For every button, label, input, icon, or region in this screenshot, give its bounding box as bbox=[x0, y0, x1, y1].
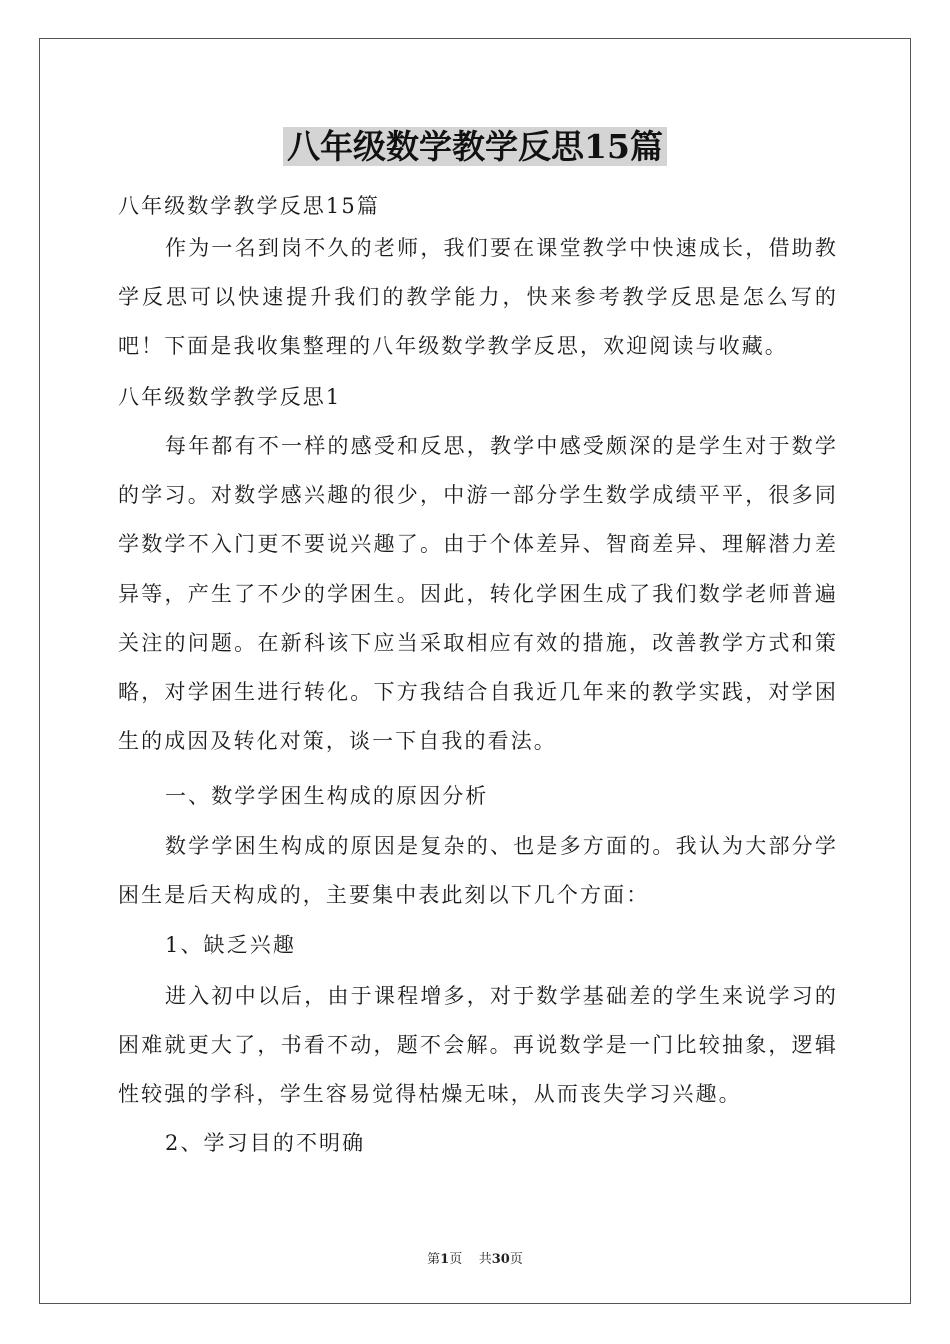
footer-page-prefix: 第 bbox=[427, 1252, 441, 1267]
body-paragraph-2: 数学学困生构成的原因是复杂的、也是多方面的。我认为大部分学困生是后天构成的，主要集中表此刻以下几个方面： bbox=[118, 834, 838, 908]
section-heading-1: 八年级数学教学反思1 bbox=[118, 385, 342, 409]
footer-page-suffix: 页 bbox=[449, 1252, 463, 1267]
page-footer bbox=[0, 1248, 950, 1267]
subheading-lack-interest: 1、缺乏兴趣 bbox=[165, 933, 296, 957]
body-paragraph-1: 每年都有不一样的感受和反思，教学中感受颇深的是学生对于数学的学习。对数学感兴趣的很少，中游一部分学生数学成绩平平，很多同学数学不入门更不要说兴趣了。由于个体差异、智商差异、理解潜力差异等，产生了不少的学困生。因此，转化学困生成了我们数学老师普遍关注的问题。在新科该下应当采取相应有效的措施，改善教学方式和策略，对学困生进行转化。下方我结合自我近几年来的教学实践，对学困生的成因及转化对策，谈一下自我的看法。 bbox=[118, 434, 838, 754]
subheading-cause-analysis: 一、数学学困生构成的原因分析 bbox=[165, 784, 489, 808]
subtitle-paragraph: 八年级数学教学反思15篇 bbox=[118, 194, 380, 218]
document-title bbox=[0, 124, 950, 170]
footer-total-suffix: 页 bbox=[509, 1252, 523, 1267]
footer-page-total: 30 bbox=[491, 1252, 510, 1267]
body-paragraph-3: 进入初中以后，由于课程增多，对于数学基础差的学生来说学习的困难就更大了，书看不动，题不会解。再说数学是一门比较抽象，逻辑性较强的学科，学生容易觉得枯燥无味，从而丧失学习兴趣。 bbox=[118, 984, 838, 1107]
footer-total-prefix: 共 bbox=[478, 1252, 492, 1267]
subheading-unclear-goal: 2、学习目的不明确 bbox=[165, 1131, 366, 1155]
intro-paragraph: 作为一名到岗不久的老师，我们要在课堂教学中快速成长，借助教学反思可以快速提升我们的教学能力，快来参考教学反思是怎么写的吧！下面是我收集整理的八年级数学教学反思，欢迎阅读与收藏。 bbox=[118, 236, 838, 359]
title-text: 八年级数学教学反思15篇 bbox=[283, 127, 667, 166]
footer-page-current: 1 bbox=[440, 1252, 450, 1267]
